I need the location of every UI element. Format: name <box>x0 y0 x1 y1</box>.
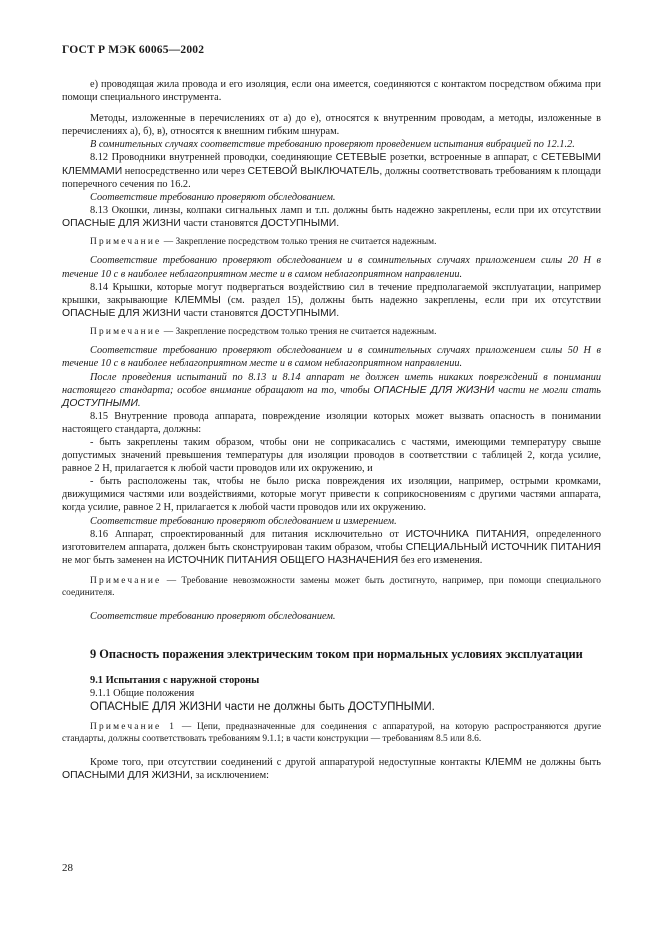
note-circuits: Примечание 1 — Цепи, предназначенные для соединения с аппаратурой, на которую распространяются другие стандарты, должны соответствовать требованиям 9.1.1; в части конструкции — требованиям 8.5 или 8.6. <box>62 722 601 745</box>
page-header: ГОСТ Р МЭК 60065—2002 <box>62 44 205 56</box>
paragraph-crimp: е) проводящая жила провода и его изоляция, если она имеется, соединяются с контактом посредством обжима при помощи специального инструмента. <box>62 79 601 104</box>
clause-8-12: 8.12 Проводники внутренней проводки, соединяющие СЕТЕВЫЕ розетки, встроенные в аппарат, с СЕТЕВЫМИ КЛЕММАМИ непосредственно или через СЕТЕВОЙ ВЫКЛЮЧАТЕЛЬ, должны соответствовать требованиям к площади поперечного сечения по 16.2. <box>62 152 602 190</box>
note-replacement: Примечание — Требование невозможности замены может быть достигнуто, например, при помощи специального соединителя. <box>62 575 601 599</box>
page-number: 28 <box>62 862 73 874</box>
paragraph-after-tests: После проведения испытаний по 8.13 и 8.14 аппарат не должен иметь никаких повреждений в понимании настоящего стандарта; особое внимание обращают на то, чтобы ОПАСНЫЕ ДЛЯ ЖИЗНИ части не могли стать ДОСТУПНЫМИ. <box>62 371 601 409</box>
paragraph-inspection-measure: Соответствие требованию проверяют обследованием и измерением. <box>90 515 397 527</box>
paragraph-inspection-check: Соответствие требованию проверяют обследованием. <box>90 191 336 203</box>
paragraph-methods: Методы, изложенные в перечислениях от а) до е), относятся к внутренним проводам, а методы, изложенные в перечислениях а), б), в), относятся к внешним гибким шнурам. <box>62 113 601 138</box>
paragraph-final-inspection: Соответствие требованию проверяют обследованием. <box>90 610 336 622</box>
clause-8-16: 8.16 Аппарат, спроектированный для питания исключительно от ИСТОЧНИКА ПИТАНИЯ, определенного изготовителем аппарата, должен быть сконструирован таким образом, чтобы СПЕЦИАЛЬНЫЙ ИСТОЧНИК ПИТАНИЯ не мог быть заменен на ИСТОЧНИК ПИТАНИЯ ОБЩЕГО НАЗНАЧЕНИЯ без его изменения. <box>62 528 602 566</box>
clause-8-13: 8.13 Окошки, линзы, колпаки сигнальных ламп и т.п. должны быть надежно закреплены, если при их отсутствии ОПАСНЫЕ ДЛЯ ЖИЗНИ части становятся ДОСТУПНЫМИ. <box>62 204 601 229</box>
paragraph-terminals: Кроме того, при отсутствии соединений с другой аппаратурой недоступные контакты КЛЕММ не должны быть ОПАСНЫМИ ДЛЯ ЖИЗНИ, за исключением: <box>62 756 601 781</box>
list-item-placement: - быть расположены так, чтобы не было риска повреждения их изоляции, например, острыми кромками, движущимися частями или воздействиями, которые могут привести к соприкосновениям с другими частями аппарата, когда усилие, равное 2 Н, прилагается к любой части проводов или их окружению. <box>62 476 601 514</box>
section-9-title: 9 Опасность поражения электрическим током при нормальных условиях эксплуатации <box>90 646 583 661</box>
clause-8-15: 8.15 Внутренние провода аппарата, повреждение изоляции которых может вызвать опасность в понимании настоящего стандарта, должны: <box>62 410 601 435</box>
list-item-fixing: - быть закреплены таким образом, чтобы они не соприкасались с частями, имеющими температуру свыше допустимых значений превышения температуры для изоляции проводов в соответствии с таблицей 2, когда усилие, равное 2 Н, прилагается к любой части проводов или их окружению, и <box>62 436 601 475</box>
note-friction-1: Примечание — Закрепление посредством только трения не считается надежным. <box>90 237 437 248</box>
note-friction-2: Примечание — Закрепление посредством только трения не считается надежным. <box>90 326 437 337</box>
paragraph-force-20n: Соответствие требованию проверяют обследованием и в сомнительных случаях приложением силы 20 Н в течение 10 с в наиболее неблагоприятном месте и в самом неблагоприятном направлении. <box>62 255 601 280</box>
subsection-9-1-title: 9.1 Испытания с наружной стороны <box>90 674 260 686</box>
paragraph-force-50n: Соответствие требованию проверяют обследованием и в сомнительных случаях приложением силы 50 Н в течение 10 с в наиболее неблагоприятном месте и в самом неблагоприятном направлении. <box>62 345 601 370</box>
paragraph-vibration-check: В сомнительных случаях соответствие требованию проверяют проведением испытания вибрацией по 12.1.2. <box>90 139 575 151</box>
paragraph-hazardous-live: ОПАСНЫЕ ДЛЯ ЖИЗНИ части не должны быть ДОСТУПНЫМИ. <box>90 701 435 713</box>
clause-8-14: 8.14 Крышки, которые могут подвергаться воздействию сил в течение предполагаемой эксплуатации, например крышки, закрывающие КЛЕММЫ (см. раздел 15), должны быть надежно закреплены, если при их отсутствии ОПАСНЫЕ ДЛЯ ЖИЗНИ части становятся ДОСТУПНЫМИ. <box>62 281 601 319</box>
subsection-9-1-1-title: 9.1.1 Общие положения <box>90 687 195 699</box>
